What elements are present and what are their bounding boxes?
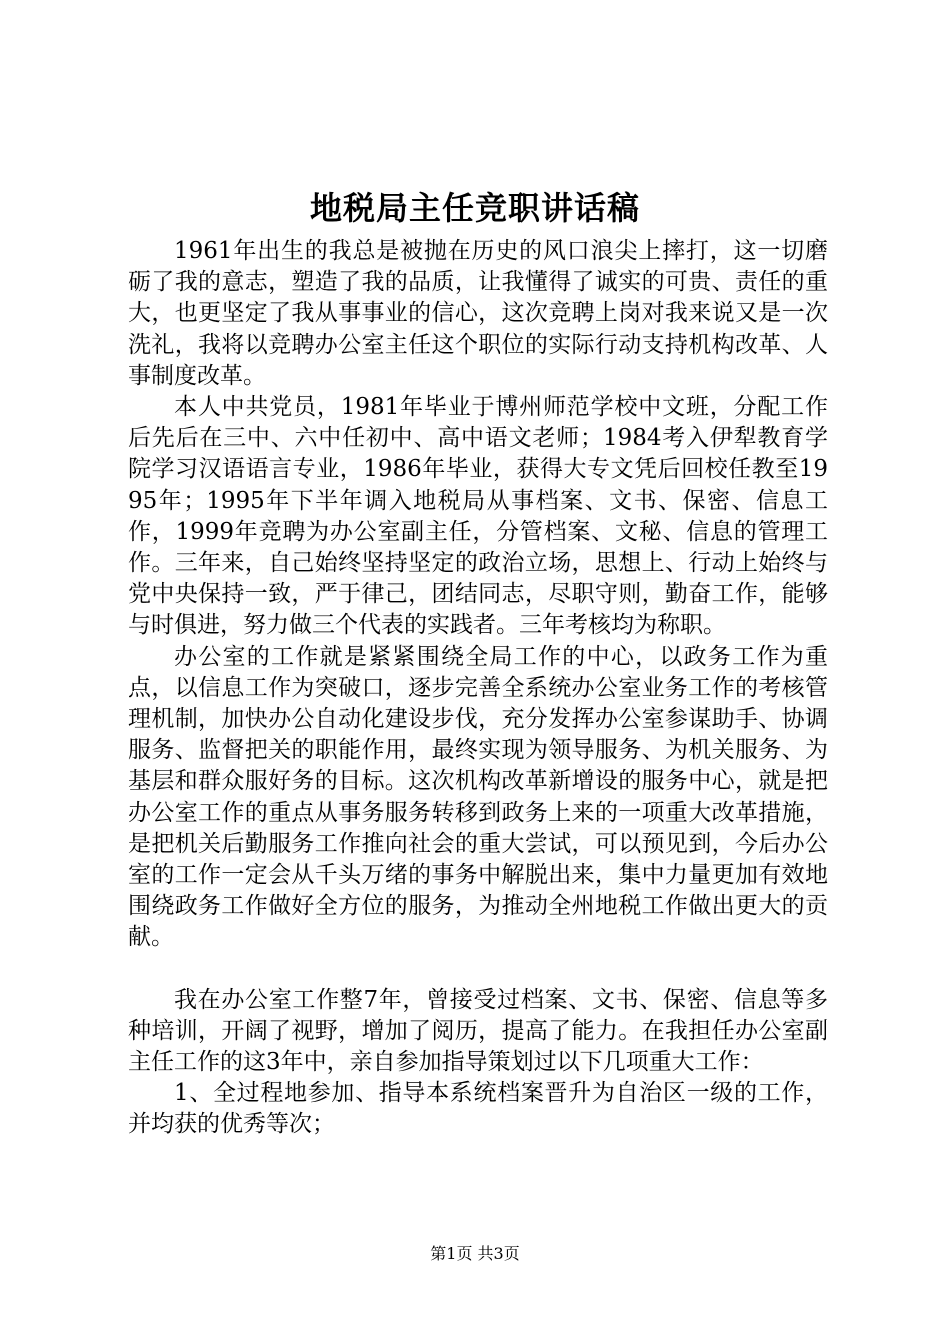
document-body bbox=[128, 236, 828, 1141]
paragraph-3: 办公室的工作就是紧紧围绕全局工作的中心，以政务工作为重点，以信息工作为突破口，逐步完善全系统办公室业务工作的考核管理机制，加快办公自动化建设步伐，充分发挥办公室参谋助手、协调服务、监督把关的职能作用，最终实现为领导服务、为机关服务、为基层和群众服好务的目标。这次机构改革新增设的服务中心，就是把办公室工作的重点从事务服务转移到政务上来的一项重大改革措施，是把机关后勤服务工作推向社会的重大尝试，可以预见到，今后办公室的工作一定会从千头万绪的事务中解脱出来，集中力量更加有效地围绕政务工作做好全方位的服务，为推动全州地税工作做出更大的贡献。 bbox=[128, 643, 828, 951]
paragraph-spacer bbox=[128, 954, 828, 985]
paragraph-4: 我在办公室工作整7年，曾接受过档案、文书、保密、信息等多种培训，开阔了视野，增加了阅历，提高了能力。在我担任办公室副主任工作的这3年中，亲自参加指导策划过以下几项重大工作： bbox=[128, 986, 828, 1076]
page-number-footer: 第1页 共3页 bbox=[430, 1244, 520, 1263]
paragraph-1: 1961年出生的我总是被抛在历史的风口浪尖上摔打，这一切磨砺了我的意志，塑造了我的品质，让我懂得了诚实的可贵、责任的重大，也更坚定了我从事事业的信心，这次竞聘上岗对我来说又是一次洗礼，我将以竞聘办公室主任这个职位的实际行动支持机构改革、人事制度改革。 bbox=[128, 238, 828, 389]
document-title: 地税局主任竞职讲话稿 bbox=[309, 189, 640, 227]
paragraph-5: 1、全过程地参加、指导本系统档案晋升为自治区一级的工作，并均获的优秀等次； bbox=[128, 1080, 828, 1138]
paragraph-2: 本人中共党员，1981年毕业于博州师范学校中文班，分配工作后先后在三中、六中任初中、高中语文老师；1984考入伊犁教育学院学习汉语语言专业，1986年毕业，获得大专文凭后回校任教至1995年；1995年下半年调入地税局从事档案、文书、保密、信息工作，1999年竞聘为办公室副主任，分管档案、文秘、信息的管理工作。三年来，自己始终坚持坚定的政治立场，思想上、行动上始终与党中央保持一致，严于律己，团结同志，尽职守则，勤奋工作，能够与时俱进，努力做三个代表的实践者。三年考核均为称职。 bbox=[128, 394, 828, 639]
